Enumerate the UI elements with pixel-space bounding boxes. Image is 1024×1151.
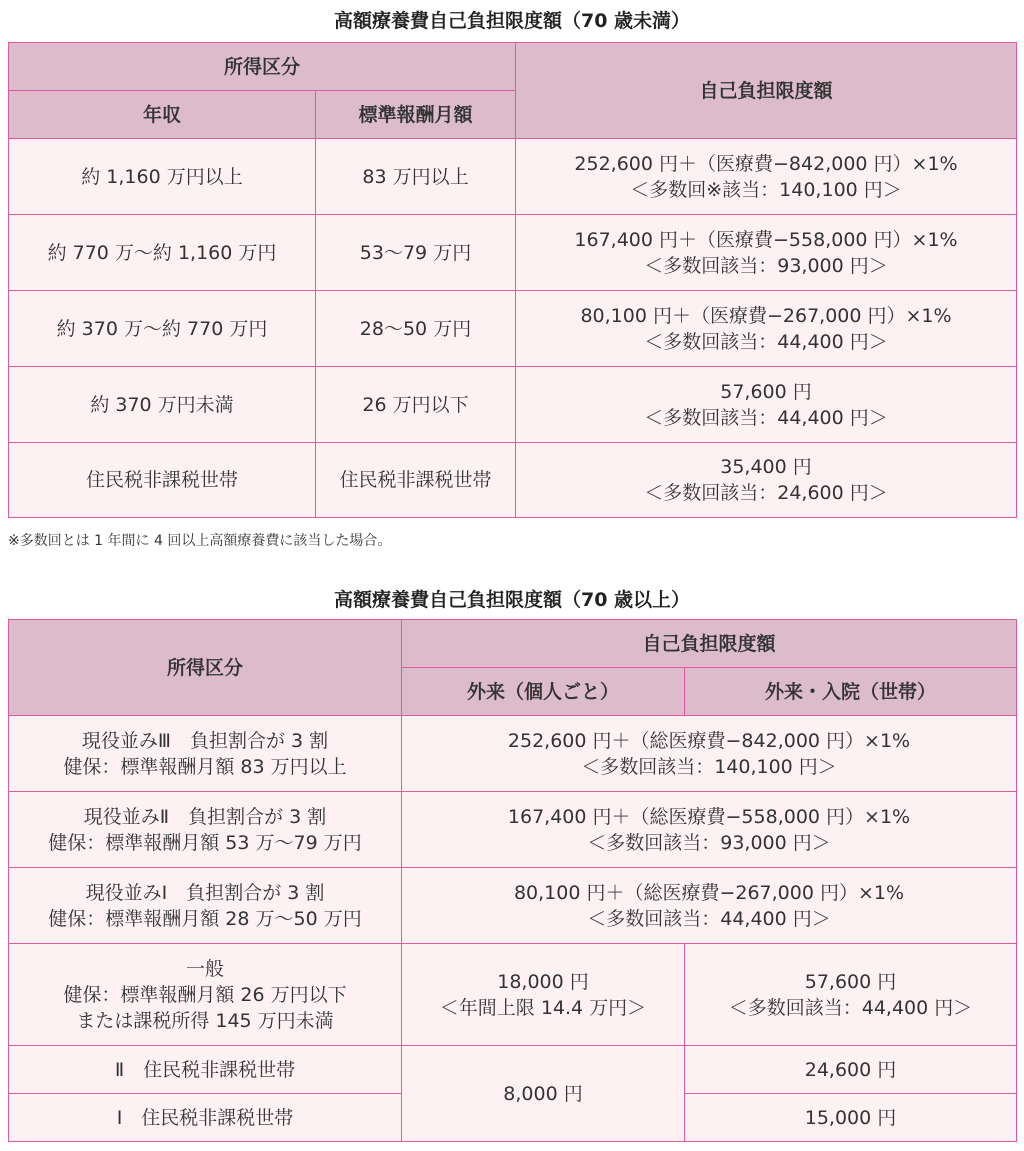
annual-income-header: 年収	[9, 91, 316, 139]
household-line: ＜多数回該当：44,400 円＞	[728, 996, 973, 1019]
limit-line: 80,100 円＋（医療費−267,000 円）×1%	[580, 304, 952, 327]
limit-line: ＜多数回該当：140,100 円＞	[581, 755, 837, 778]
limit-cell	[402, 716, 1017, 792]
limit-line: ＜多数回該当：44,400 円＞	[587, 907, 831, 930]
table1-title: 高額療養費自己負担限度額（70 歳未満）	[333, 10, 691, 32]
category-line: 現役並みⅢ 負担割合が 3 割	[81, 729, 329, 752]
outpatient-line: ＜年間上限 14.4 万円＞	[439, 996, 647, 1019]
household-line: 57,600 円	[804, 970, 897, 993]
limit-line: ＜多数回該当：44,400 円＞	[644, 406, 888, 429]
limit-cell	[402, 868, 1017, 944]
category-cell: Ⅰ 住民税非課税世帯	[9, 1094, 402, 1142]
limit-line: ＜多数回該当：24,600 円＞	[644, 482, 888, 504]
category-line: 現役並みⅠ 負担割合が 3 割	[85, 881, 325, 904]
category-line: 健保：標準報酬月額 83 万円以上	[63, 755, 347, 778]
household-cell	[685, 944, 1017, 1046]
limit-line: 57,600 円	[720, 380, 812, 403]
category-line: 健保：標準報酬月額 28 万〜50 万円	[48, 907, 362, 930]
table2-title: 高額療養費自己負担限度額（70 歳以上）	[333, 589, 691, 611]
category-line: 健保：標準報酬月額 53 万〜79 万円	[48, 831, 362, 854]
table-row	[9, 792, 1017, 868]
annual-income-cell: 約 370 万〜約 770 万円	[9, 291, 316, 367]
limit-line: 80,100 円＋（総医療費−267,000 円）×1%	[513, 881, 905, 904]
limit-line: ＜多数回※該当：140,100 円＞	[630, 178, 902, 201]
limit-line: ＜多数回該当：93,000 円＞	[587, 831, 831, 854]
outpatient-header: 外来（個人ごと）	[402, 668, 685, 716]
limit-cell	[516, 367, 1017, 443]
income-category-header: 所得区分	[9, 43, 516, 91]
monthly-cell: 53〜79 万円	[316, 215, 516, 291]
table-row	[9, 944, 1017, 1046]
limit-cell	[516, 215, 1017, 291]
outpatient-cell	[402, 944, 685, 1046]
table-row	[9, 139, 1017, 215]
limit-line: ＜多数回該当：44,400 円＞	[644, 330, 888, 353]
category-cell	[9, 792, 402, 868]
category-line: 一般	[185, 957, 224, 980]
table-row	[9, 367, 1017, 443]
limit-line: 252,600 円＋（総医療費−842,000 円）×1%	[507, 729, 911, 752]
outpatient-cell: 8,000 円	[402, 1046, 685, 1142]
annual-income-cell: 住民税非課税世帯	[9, 443, 316, 518]
monthly-cell: 住民税非課税世帯	[316, 443, 516, 518]
limit-cell	[402, 792, 1017, 868]
monthly-cell: 26 万円以下	[316, 367, 516, 443]
limit-line: 252,600 円＋（医療費−842,000 円）×1%	[574, 152, 958, 175]
limit-line: ＜多数回該当：93,000 円＞	[644, 254, 888, 277]
household-cell: 24,600 円	[685, 1046, 1017, 1094]
table-row	[9, 215, 1017, 291]
limit-cell	[516, 443, 1017, 518]
category-cell	[9, 944, 402, 1046]
table-row	[9, 868, 1017, 944]
monthly-cell: 28〜50 万円	[316, 291, 516, 367]
category-line: 現役並みⅡ 負担割合が 3 割	[83, 805, 327, 828]
limit-header: 自己負担限度額	[402, 620, 1017, 668]
outpatient-line: 18,000 円	[497, 970, 589, 993]
limit-line: 167,400 円＋（総医療費−558,000 円）×1%	[507, 805, 911, 828]
standard-monthly-header: 標準報酬月額	[316, 91, 516, 139]
table-row	[9, 1046, 1017, 1094]
category-line: 健保：標準報酬月額 26 万円以下	[63, 983, 347, 1006]
table-row	[9, 443, 1017, 518]
limit-cell	[516, 139, 1017, 215]
limit-header: 自己負担限度額	[516, 43, 1017, 139]
table-row	[9, 291, 1017, 367]
table1	[8, 42, 1017, 518]
category-cell	[9, 868, 402, 944]
annual-income-cell: 約 1,160 万円以上	[9, 139, 316, 215]
annual-income-cell: 約 370 万円未満	[9, 367, 316, 443]
footnote: ※多数回とは 1 年間に 4 回以上高額療養費に該当した場合。	[8, 533, 392, 549]
limit-line: 35,400 円	[720, 456, 812, 478]
category-cell	[9, 716, 402, 792]
monthly-cell: 83 万円以上	[316, 139, 516, 215]
category-line: または課税所得 145 万円未満	[76, 1009, 334, 1032]
income-category-header: 所得区分	[9, 620, 402, 716]
annual-income-cell: 約 770 万〜約 1,160 万円	[9, 215, 316, 291]
category-cell: Ⅱ 住民税非課税世帯	[9, 1046, 402, 1094]
household-cell: 15,000 円	[685, 1094, 1017, 1142]
limit-line: 167,400 円＋（医療費−558,000 円）×1%	[574, 228, 958, 251]
limit-cell	[516, 291, 1017, 367]
outpatient-inpatient-header: 外来・入院（世帯）	[685, 668, 1017, 716]
table2	[8, 619, 1017, 1142]
table-row	[9, 716, 1017, 792]
